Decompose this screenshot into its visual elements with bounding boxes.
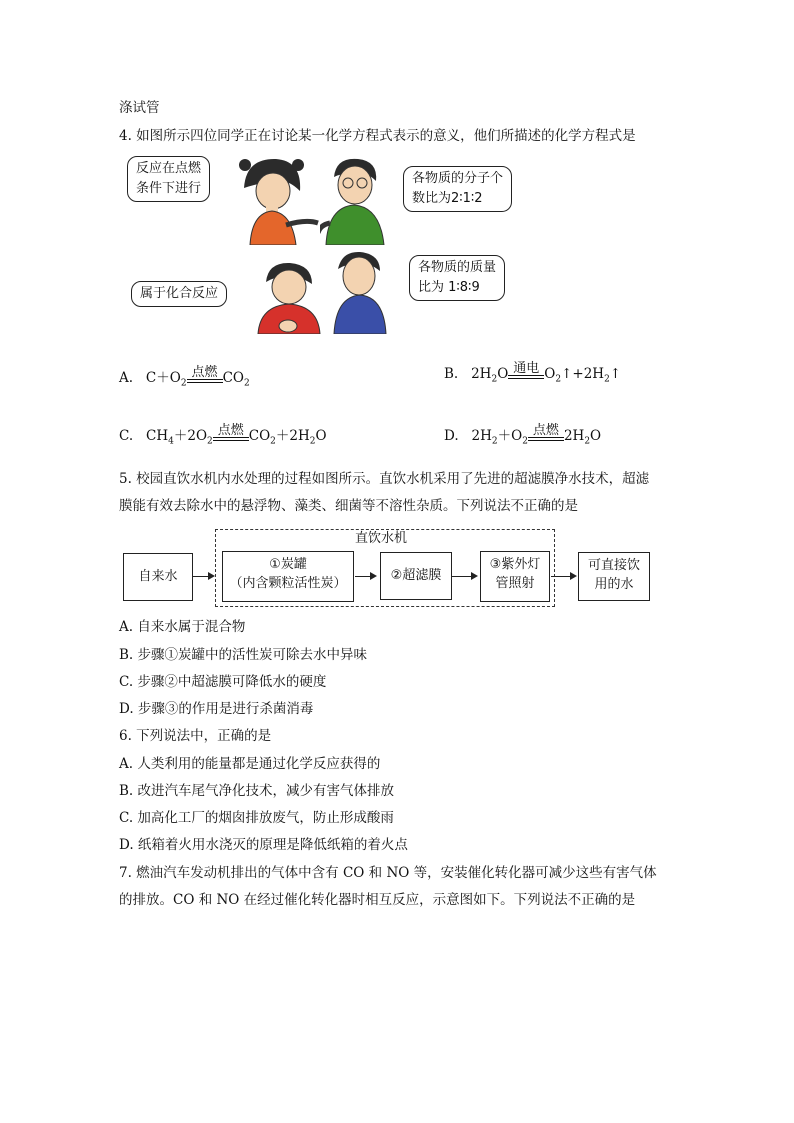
q4-option-c: C. $CH_4+2O_2$ 点燃 $CO_2+2H_2O$ (119, 424, 327, 447)
q6-stem: 6. 下列说法中，正确的是 (119, 728, 272, 744)
output-line-2: 用的水 (594, 577, 634, 592)
q4-stem: 4. 如图所示四位同学正在讨论某一化学方程式表示的意义，他们所描述的化学方程式是 (119, 128, 636, 144)
step3-line-1: ③紫外灯 (489, 557, 541, 572)
option-c-reactants: CH (146, 428, 169, 444)
bubble-3-line-1: 属于化合反应 (140, 286, 219, 301)
bubble-2-line-2: 数比为2∶1∶2 (412, 191, 483, 206)
option-c-condition: 点燃 (217, 422, 244, 438)
q5-option-d: D. 步骤③的作用是进行杀菌消毒 (119, 701, 314, 717)
option-d-label: D. (444, 428, 459, 444)
option-a-reactants: C＋O (145, 370, 181, 386)
q5-option-a: A. 自来水属于混合物 (119, 619, 246, 635)
speech-bubble-3 (131, 281, 227, 307)
box-output (578, 552, 650, 601)
option-a-condition: 点燃 (191, 364, 218, 380)
q6-option-d: D. 纸箱着火用水浇灭的原理是降低纸箱的着火点 (119, 837, 408, 853)
option-d-products: 2H (563, 428, 585, 444)
q4-option-a: A. $C+O_2$ 点燃 $CO_2$ (119, 366, 250, 389)
q7-stem-line-1: 7. 燃油汽车发动机排出的气体中含有 CO 和 NO 等，安装催化转化器可减少这些有害气体 (119, 865, 657, 881)
box-step3 (480, 551, 550, 602)
student-boy-glasses-image (320, 153, 392, 245)
option-b-label: B. (444, 366, 459, 382)
bubble-4-line-1: 各物质的质量 (418, 260, 497, 275)
step3-line-2: 管照射 (495, 576, 535, 591)
box-step2: ②超滤膜 (380, 552, 452, 600)
arrow-1 (193, 576, 213, 577)
q6-option-b: B. 改进汽车尾气净化技术，减少有害气体排放 (119, 783, 395, 799)
arrow-4 (551, 576, 575, 577)
speech-bubble-4 (409, 255, 505, 301)
q5-stem-line-2: 膜能有效去除水中的悬浮物、藻类、细菌等不溶性杂质。下列说法不正确的是 (119, 498, 578, 514)
q7-stem-line-2: 的排放。CO 和 NO 在经过催化转化器时相互反应，示意图如下。下列说法不正确的是 (119, 892, 636, 908)
student-girl-image (236, 153, 322, 245)
bubble-1-line-1: 反应在点燃 (136, 161, 202, 176)
option-b-products: O (544, 366, 556, 382)
option-a-label: A. (119, 370, 134, 386)
option-c-products: CO (248, 428, 271, 444)
output-line-1: 可直接饮 (587, 558, 640, 573)
q5-option-b: B. 步骤①炭罐中的活性炭可除去水中异味 (119, 647, 368, 663)
option-b-reactants: 2H (471, 366, 492, 382)
bubble-2-line-1: 各物质的分子个 (412, 171, 504, 186)
option-b-condition: 通电 (513, 360, 540, 376)
arrow-3 (452, 576, 476, 577)
q6-option-c: C. 加高化工厂的烟囱排放废气，防止形成酸雨 (119, 810, 394, 826)
machine-label: 直饮水机 (355, 531, 408, 546)
option-c-label: C. (119, 428, 134, 444)
option-d-condition: 点燃 (532, 422, 559, 438)
q4-option-d: D. $2H_2+O_2$ 点燃 $2H_2O$ (444, 424, 601, 447)
box-tap-water: 自来水 (123, 553, 193, 601)
bubble-4-line-2: 比为 1∶8∶9 (418, 280, 480, 295)
step1-line-1: ①炭罐 (269, 557, 307, 572)
option-d-reactants: 2H (471, 428, 492, 444)
step1-line-2: （内含颗粒活性炭） (229, 576, 347, 591)
q4-option-b: B. $2H_2O$ 通电 $O_2↑+2H_2↑$ (444, 366, 621, 385)
box-step1 (222, 551, 354, 602)
q5-stem-line-1: 5. 校园直饮水机内水处理的过程如图所示。直饮水机采用了先进的超滤膜净水技术，超滤 (119, 471, 650, 487)
continued-text: 涤试管 (119, 100, 160, 116)
student-boy-red-image (254, 260, 324, 334)
speech-bubble-2 (403, 166, 512, 212)
q6-option-a: A. 人类利用的能量都是通过化学反应获得的 (119, 756, 381, 772)
arrow-2 (355, 576, 375, 577)
student-boy-blue-image (330, 249, 390, 334)
option-a-products: CO (222, 370, 244, 386)
bubble-1-line-2: 条件下进行 (136, 181, 202, 196)
speech-bubble-1 (127, 156, 210, 202)
q5-option-c: C. 步骤②中超滤膜可降低水的硬度 (119, 674, 327, 690)
